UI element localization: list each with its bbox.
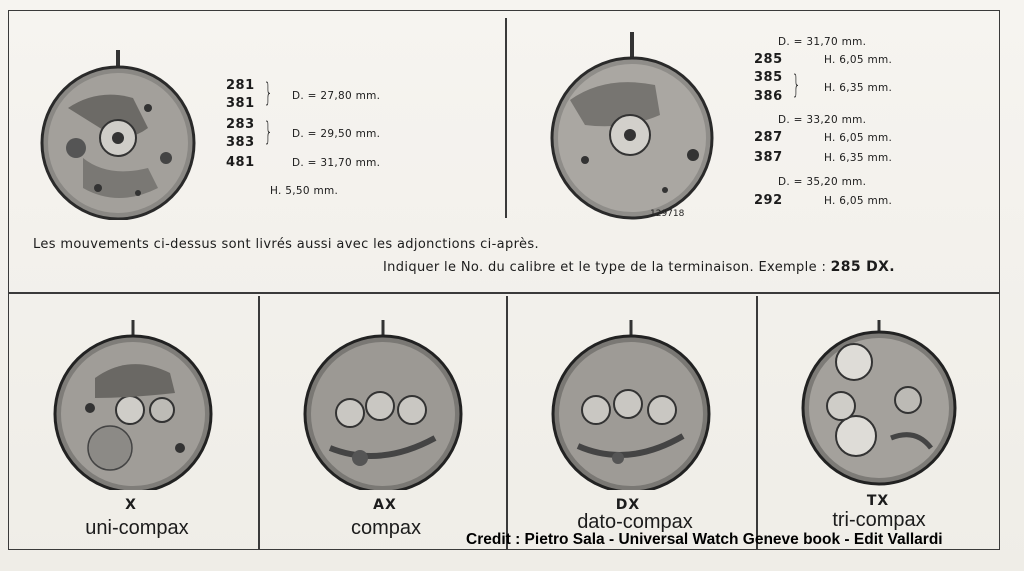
serial-engraving: 129718 bbox=[650, 209, 685, 219]
height-spec: H. 6,05 mm. bbox=[824, 54, 893, 66]
ordering-example: 285 DX. bbox=[830, 259, 895, 275]
bottom-divider-2 bbox=[506, 296, 508, 550]
calibre-number: 283 bbox=[226, 117, 255, 132]
calibre-number: 292 bbox=[754, 193, 783, 208]
ordering-note bbox=[383, 259, 895, 275]
brace: } bbox=[791, 70, 801, 100]
variant-code-x: X bbox=[125, 497, 137, 513]
movement-photo-ax bbox=[300, 318, 465, 490]
height-spec: H. 6,05 mm. bbox=[824, 195, 893, 207]
diameter-spec: D. = 33,20 mm. bbox=[778, 114, 867, 126]
delivery-note: Les mouvements ci-dessus sont livrés aussi avec les adjonctions ci-après. bbox=[33, 237, 539, 252]
movement-photo-dx bbox=[548, 318, 713, 490]
variant-code-tx: TX bbox=[866, 493, 890, 509]
photo-credit: Credit : Pietro Sala - Universal Watch Geneve book - Edit Vallardi bbox=[466, 531, 943, 548]
variant-name-x: uni-compax bbox=[85, 517, 189, 539]
diameter-spec: D. = 31,70 mm. bbox=[292, 157, 381, 169]
section-divider bbox=[8, 292, 1000, 294]
brace: } bbox=[263, 78, 273, 108]
bottom-divider-3 bbox=[756, 296, 758, 550]
calibre-number: 281 bbox=[226, 78, 255, 93]
diameter-spec: D. = 31,70 mm. bbox=[778, 36, 867, 48]
calibre-number: 387 bbox=[754, 150, 783, 165]
height-spec: H. 5,50 mm. bbox=[270, 185, 339, 197]
movement-photo-x bbox=[50, 318, 215, 490]
movement-photo-285 bbox=[545, 30, 720, 220]
variant-code-ax: AX bbox=[373, 497, 397, 513]
calibre-number: 381 bbox=[226, 96, 255, 111]
calibre-list-right bbox=[752, 36, 952, 211]
height-spec: H. 6,35 mm. bbox=[824, 152, 893, 164]
variant-name-tx: tri-compax bbox=[832, 509, 926, 531]
diameter-spec: D. = 35,20 mm. bbox=[778, 176, 867, 188]
calibre-number: 383 bbox=[226, 135, 255, 150]
movement-photo-281 bbox=[38, 48, 198, 220]
calibre-number: 285 bbox=[754, 52, 783, 67]
diameter-spec: D. = 29,50 mm. bbox=[292, 128, 381, 140]
variant-name-ax: compax bbox=[350, 517, 422, 539]
calibre-number: 287 bbox=[754, 130, 783, 145]
variant-code-dx: DX bbox=[615, 497, 641, 513]
calibre-number: 481 bbox=[226, 155, 255, 170]
movement-photo-tx bbox=[796, 318, 961, 490]
height-spec: H. 6,35 mm. bbox=[824, 82, 893, 94]
calibre-number: 386 bbox=[754, 89, 783, 104]
calibre-number: 385 bbox=[754, 70, 783, 85]
bottom-divider-1 bbox=[258, 296, 260, 550]
brace: } bbox=[263, 117, 273, 147]
height-spec: H. 6,05 mm. bbox=[824, 132, 893, 144]
ordering-note-text: Indiquer le No. du calibre et le type de la terminaison. Exemple : bbox=[383, 260, 827, 275]
diameter-spec: D. = 27,80 mm. bbox=[292, 90, 381, 102]
variant-name-dx: dato-compax bbox=[577, 511, 693, 533]
top-divider bbox=[505, 18, 507, 218]
calibre-list-left bbox=[226, 78, 426, 198]
